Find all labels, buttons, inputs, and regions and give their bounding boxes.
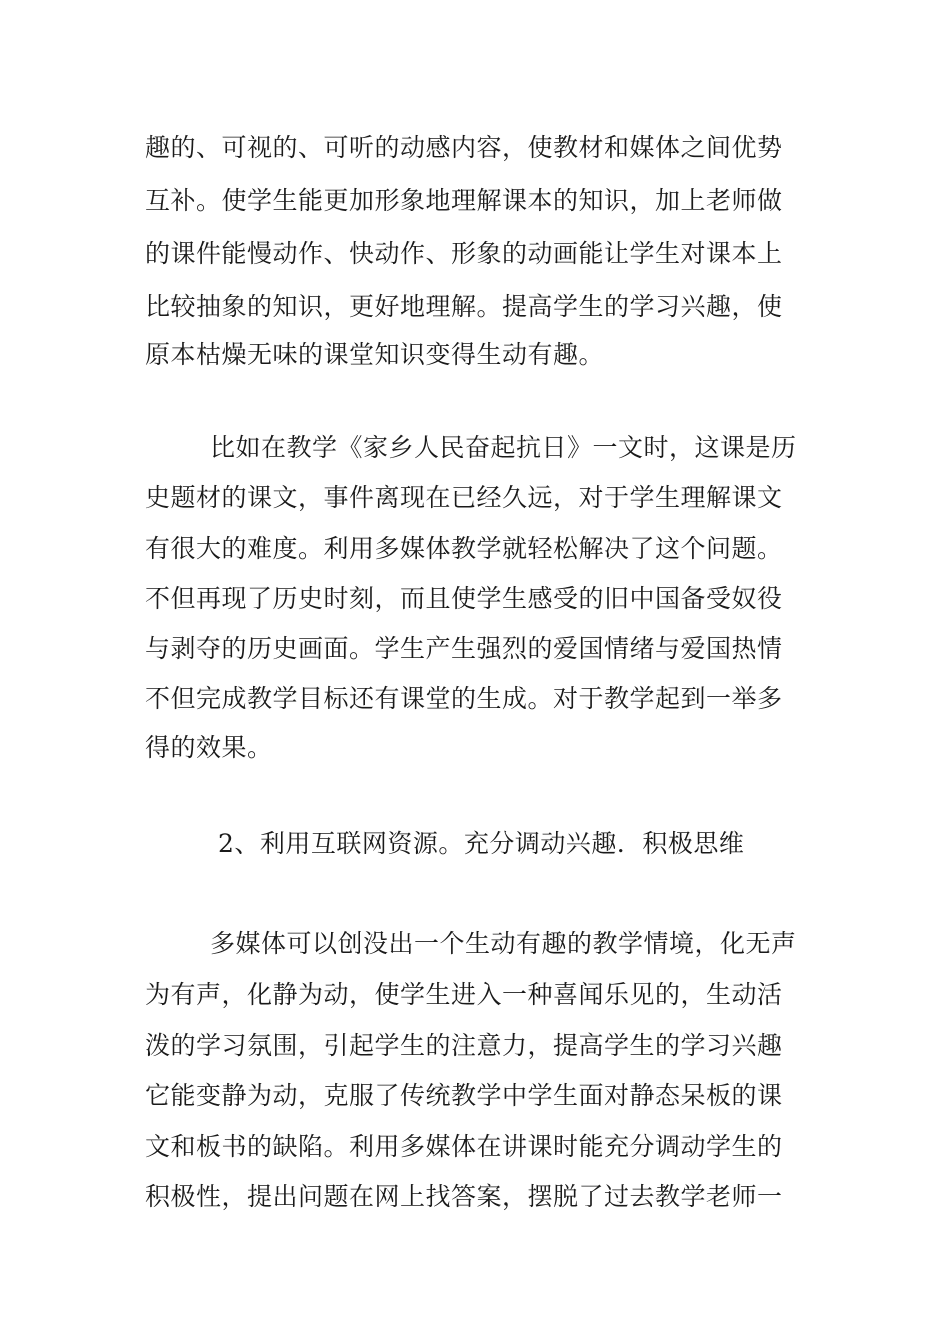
paragraph-line: 为有声，化静为动，使学生进入一种喜闻乐见的，生动活 [145, 980, 783, 1009]
paragraph-line: 互补。使学生能更加形象地理解课本的知识，加上老师做 [145, 186, 783, 215]
paragraph-line: 泼的学习氛围，引起学生的注意力，提高学生的学习兴趣 [145, 1031, 783, 1060]
paragraph-line: 积极性，提出问题在网上找答案，摆脱了过去教学老师一 [145, 1182, 783, 1211]
paragraph-line: 它能变静为动，克服了传统教学中学生面对静态呆板的课 [145, 1081, 783, 1110]
paragraph-line: 不但完成教学目标还有课堂的生成。对于教学起到一举多 [145, 684, 783, 713]
paragraph-line: 有很大的难度。利用多媒体教学就轻松解决了这个问题。 [145, 534, 783, 563]
paragraph-line: 比较抽象的知识，更好地理解。提高学生的学习兴趣，使 [145, 292, 783, 321]
paragraph-line: 不但再现了历史时刻，而且使学生感受的旧中国备受奴役 [145, 584, 783, 613]
paragraph-line: 文和板书的缺陷。利用多媒体在讲课时能充分调动学生的 [145, 1132, 783, 1161]
section-heading: 2、利用互联网资源。充分调动兴趣．积极思维 [218, 829, 745, 858]
paragraph-line: 原本枯燥无味的课堂知识变得生动有趣。 [145, 340, 605, 369]
paragraph-line: 得的效果。 [145, 733, 273, 762]
paragraph-line: 与剥夺的历史画面。学生产生强烈的爱国情绪与爱国热情 [145, 634, 783, 663]
paragraph-line: 多媒体可以创没出一个生动有趣的教学情境，化无声 [210, 929, 797, 958]
paragraph-line: 趣的、可视的、可听的动感内容，使教材和媒体之间优势 [145, 133, 783, 162]
paragraph-line: 的课件能慢动作、快动作、形象的动画能让学生对课本上 [145, 239, 783, 268]
paragraph-line: 史题材的课文，事件离现在已经久远，对于学生理解课文 [145, 483, 783, 512]
paragraph-line: 比如在教学《家乡人民奋起抗日》一文时，这课是历 [210, 433, 797, 462]
